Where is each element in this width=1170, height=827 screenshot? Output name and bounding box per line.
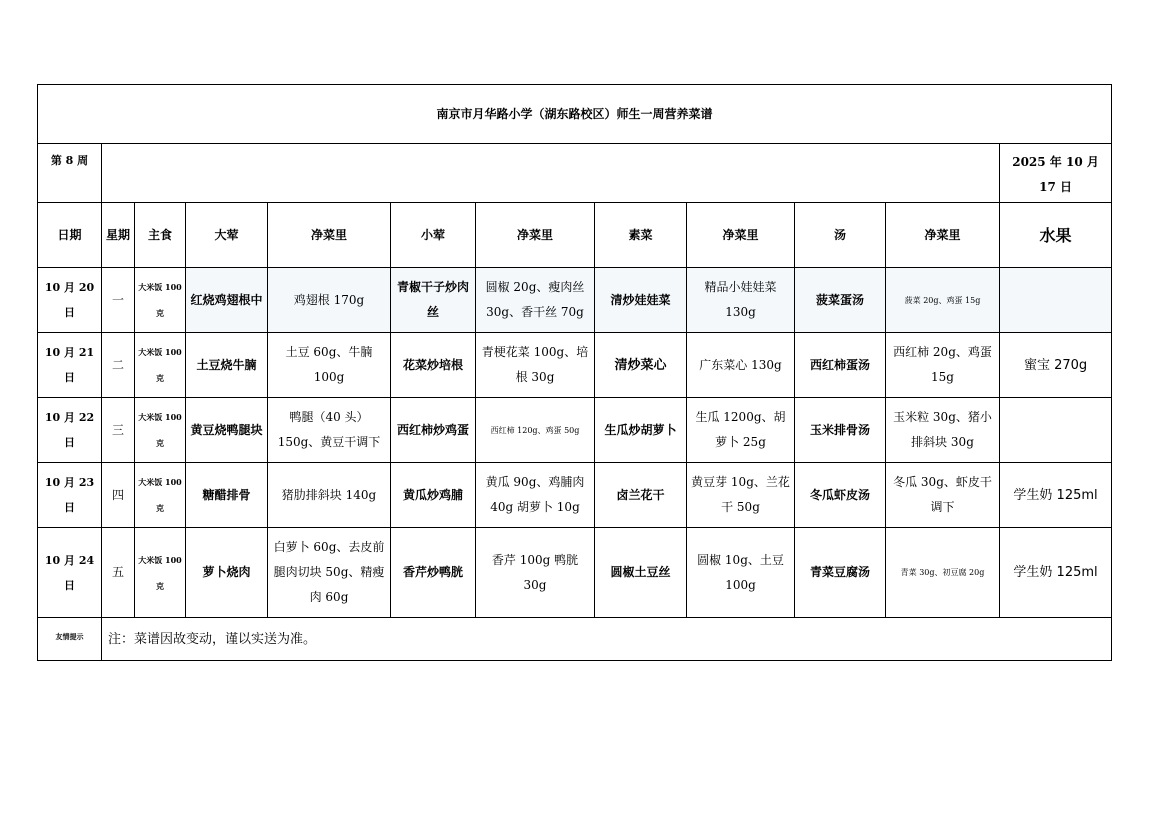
row-weekday: 五	[102, 528, 135, 618]
page-title: 南京市月华路小学（湖东路校区）师生一周营养菜谱	[38, 85, 1112, 144]
table-row	[38, 268, 1112, 333]
row-soup-net: 冬瓜 30g、虾皮干调下	[886, 463, 1000, 528]
note-label: 友情提示	[38, 618, 102, 661]
row-soup-net: 玉米粒 30g、猪小排斜块 30g	[886, 398, 1000, 463]
note-row	[38, 618, 1112, 661]
row-fruit	[1000, 398, 1112, 463]
row-veg: 清炒娃娃菜	[595, 268, 687, 333]
row-big-meat-net: 土豆 60g、牛腩 100g	[268, 333, 391, 398]
row-date: 10 月 20 日	[38, 268, 102, 333]
row-small-meat: 香芹炒鸭胱	[391, 528, 476, 618]
header-staple: 主食	[135, 203, 186, 268]
row-soup-net: 菠菜 20g、鸡蛋 15g	[886, 268, 1000, 333]
row-staple: 大米饭 100 克	[135, 528, 186, 618]
row-small-meat-net: 黄瓜 90g、鸡脯肉 40g 胡萝卜 10g	[476, 463, 595, 528]
row-staple: 大米饭 100 克	[135, 463, 186, 528]
row-big-meat: 黄豆烧鸭腿块	[186, 398, 268, 463]
header-soup: 汤	[795, 203, 886, 268]
header-net-3: 净菜里	[687, 203, 795, 268]
row-small-meat: 西红柿炒鸡蛋	[391, 398, 476, 463]
row-small-meat: 黄瓜炒鸡脯	[391, 463, 476, 528]
row-veg: 生瓜炒胡萝卜	[595, 398, 687, 463]
row-veg: 圆椒土豆丝	[595, 528, 687, 618]
table-row	[38, 463, 1112, 528]
header-weekday: 星期	[102, 203, 135, 268]
row-veg-net: 圆椒 10g、土豆 100g	[687, 528, 795, 618]
weekly-menu-table	[37, 84, 1112, 661]
row-big-meat-net: 鸭腿（40 头）150g、黄豆干调下	[268, 398, 391, 463]
table-row	[38, 333, 1112, 398]
row-fruit: 学生奶 125ml	[1000, 528, 1112, 618]
row-big-meat: 糖醋排骨	[186, 463, 268, 528]
row-date: 10 月 24 日	[38, 528, 102, 618]
row-fruit	[1000, 268, 1112, 333]
menu-date: 2025 年 10 月 17 日	[1000, 144, 1112, 203]
row-staple: 大米饭 100 克	[135, 268, 186, 333]
row-soup: 冬瓜虾皮汤	[795, 463, 886, 528]
row-big-meat: 土豆烧牛腩	[186, 333, 268, 398]
row-soup: 青菜豆腐汤	[795, 528, 886, 618]
menu-note: 注：菜谱因故变动，谨以实送为准。	[102, 618, 1112, 661]
row-soup: 西红柿蛋汤	[795, 333, 886, 398]
row-date: 10 月 22 日	[38, 398, 102, 463]
row-big-meat-net: 鸡翅根 170g	[268, 268, 391, 333]
header-net-4: 净菜里	[886, 203, 1000, 268]
header-big-meat: 大荤	[186, 203, 268, 268]
row-weekday: 二	[102, 333, 135, 398]
row-veg-net: 广东菜心 130g	[687, 333, 795, 398]
row-veg-net: 生瓜 1200g、胡萝卜 25g	[687, 398, 795, 463]
row-staple: 大米饭 100 克	[135, 333, 186, 398]
meta-spacer	[102, 144, 1000, 203]
row-veg: 清炒菜心	[595, 333, 687, 398]
row-date: 10 月 21 日	[38, 333, 102, 398]
row-date: 10 月 23 日	[38, 463, 102, 528]
row-big-meat: 红烧鸡翅根中	[186, 268, 268, 333]
header-fruit: 水果	[1000, 203, 1112, 268]
row-small-meat-net: 西红柿 120g、鸡蛋 50g	[476, 398, 595, 463]
row-weekday: 四	[102, 463, 135, 528]
row-fruit: 蜜宝 270g	[1000, 333, 1112, 398]
table-row	[38, 528, 1112, 618]
row-soup: 菠菜蛋汤	[795, 268, 886, 333]
row-veg-net: 黄豆芽 10g、兰花干 50g	[687, 463, 795, 528]
row-small-meat-net: 圆椒 20g、瘦肉丝 30g、香干丝 70g	[476, 268, 595, 333]
row-soup-net: 青菜 30g、初豆腐 20g	[886, 528, 1000, 618]
header-small-meat: 小荤	[391, 203, 476, 268]
row-small-meat-net: 香芹 100g 鸭胱 30g	[476, 528, 595, 618]
row-small-meat: 青椒干子炒肉丝	[391, 268, 476, 333]
row-soup-net: 西红柿 20g、鸡蛋 15g	[886, 333, 1000, 398]
row-big-meat-net: 猪肋排斜块 140g	[268, 463, 391, 528]
row-fruit: 学生奶 125ml	[1000, 463, 1112, 528]
row-small-meat: 花菜炒培根	[391, 333, 476, 398]
table-row	[38, 398, 1112, 463]
row-staple: 大米饭 100 克	[135, 398, 186, 463]
row-weekday: 一	[102, 268, 135, 333]
header-net-2: 净菜里	[476, 203, 595, 268]
row-veg-net: 精品小娃娃菜 130g	[687, 268, 795, 333]
row-veg: 卤兰花干	[595, 463, 687, 528]
row-small-meat-net: 青梗花菜 100g、培根 30g	[476, 333, 595, 398]
row-soup: 玉米排骨汤	[795, 398, 886, 463]
header-date: 日期	[38, 203, 102, 268]
week-number: 第 8 周	[38, 144, 102, 203]
row-weekday: 三	[102, 398, 135, 463]
header-row	[38, 203, 1112, 268]
row-big-meat: 萝卜烧肉	[186, 528, 268, 618]
row-big-meat-net: 白萝卜 60g、去皮前腿肉切块 50g、精瘦肉 60g	[268, 528, 391, 618]
header-veg: 素菜	[595, 203, 687, 268]
header-net-1: 净菜里	[268, 203, 391, 268]
